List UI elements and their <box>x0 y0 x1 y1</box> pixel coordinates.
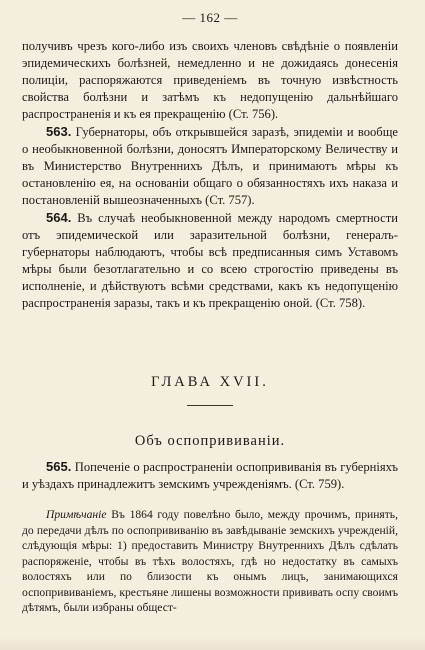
article-text: Губернаторы, объ открывшейся заразѣ, эпидеміи и вообще о необыкновенной болѣзни, доносятъ Императорскому Величеству и въ Министерство Внутреннихъ Дѣлъ, и принимаютъ мѣры къ остановленію ея, на основаніи общаго о обязанностяхъ ихъ наказа и постановленій вышеозначенныхъ (Ст. 757). <box>22 125 398 207</box>
article-number: 563. <box>46 124 72 139</box>
article-565 <box>22 458 398 493</box>
article-number: 564. <box>46 210 72 225</box>
article-564 <box>22 209 398 312</box>
chapter-title: ГЛАВА XVII. <box>151 374 269 390</box>
chapter-divider <box>187 405 233 406</box>
article-text: Попеченіе о распространеніи оспопрививанія въ губерніяхъ и уѣздахъ принадлежитъ земскимъ учрежденіямъ. (Ст. 759). <box>22 460 398 491</box>
page-bottom-edge <box>0 636 425 650</box>
continued-paragraph: получивъ чрезъ кого-либо изъ своихъ членовъ свѣдѣніе о появленіи эпидемическихъ болѣзней, немедленно и не дожидаясь донесенія полиціи, распоряжаются приведеніемъ въ точную извѣстность свойства болѣзни и затѣмъ къ недопущенію дальнѣйшаго распространенія и къ ея прекращенію (Ст. 756). <box>22 39 398 121</box>
note-paragraph <box>22 507 398 616</box>
article-563 <box>22 123 398 209</box>
note-text: Въ 1864 году повелѣно было, между прочимъ, принять, до передачи дѣлъ по оспопрививанію въ завѣдываніе земскихъ учрежденій, слѣдующія мѣры: 1) предоставить Министру Внутреннихъ Дѣлъ сдѣлать распоряженіе, чтобы въ тѣхъ волостяхъ, гдѣ но недостатку въ самыхъ волостяхъ или по близости къ онымъ лицъ, занимающихся оспопрививаніемъ, крестьяне лишены возможности прививать оспу своимъ дѣтямъ, были избраны общест- <box>22 508 398 614</box>
article-text: Въ случаѣ необыкновенной между народомъ смертности отъ эпидемической или заразительной болѣзни, генералъ-губернаторы наблюдаютъ, чтобы всѣ предписанныя симъ Уставомъ мѣры были безотлагательно и со всею строгостію приведены въ исполненіе, и дѣйствуютъ всѣми средствами, какъ къ недопущенію распространенія заразы, такъ и къ прекращенію оной. (Ст. 758). <box>22 211 398 310</box>
section-title: Объ оспопрививаніи. <box>134 433 286 449</box>
note-label: Примѣчаніе <box>46 508 107 521</box>
page-number: — 162 — <box>182 10 238 25</box>
article-number: 565. <box>46 459 72 474</box>
